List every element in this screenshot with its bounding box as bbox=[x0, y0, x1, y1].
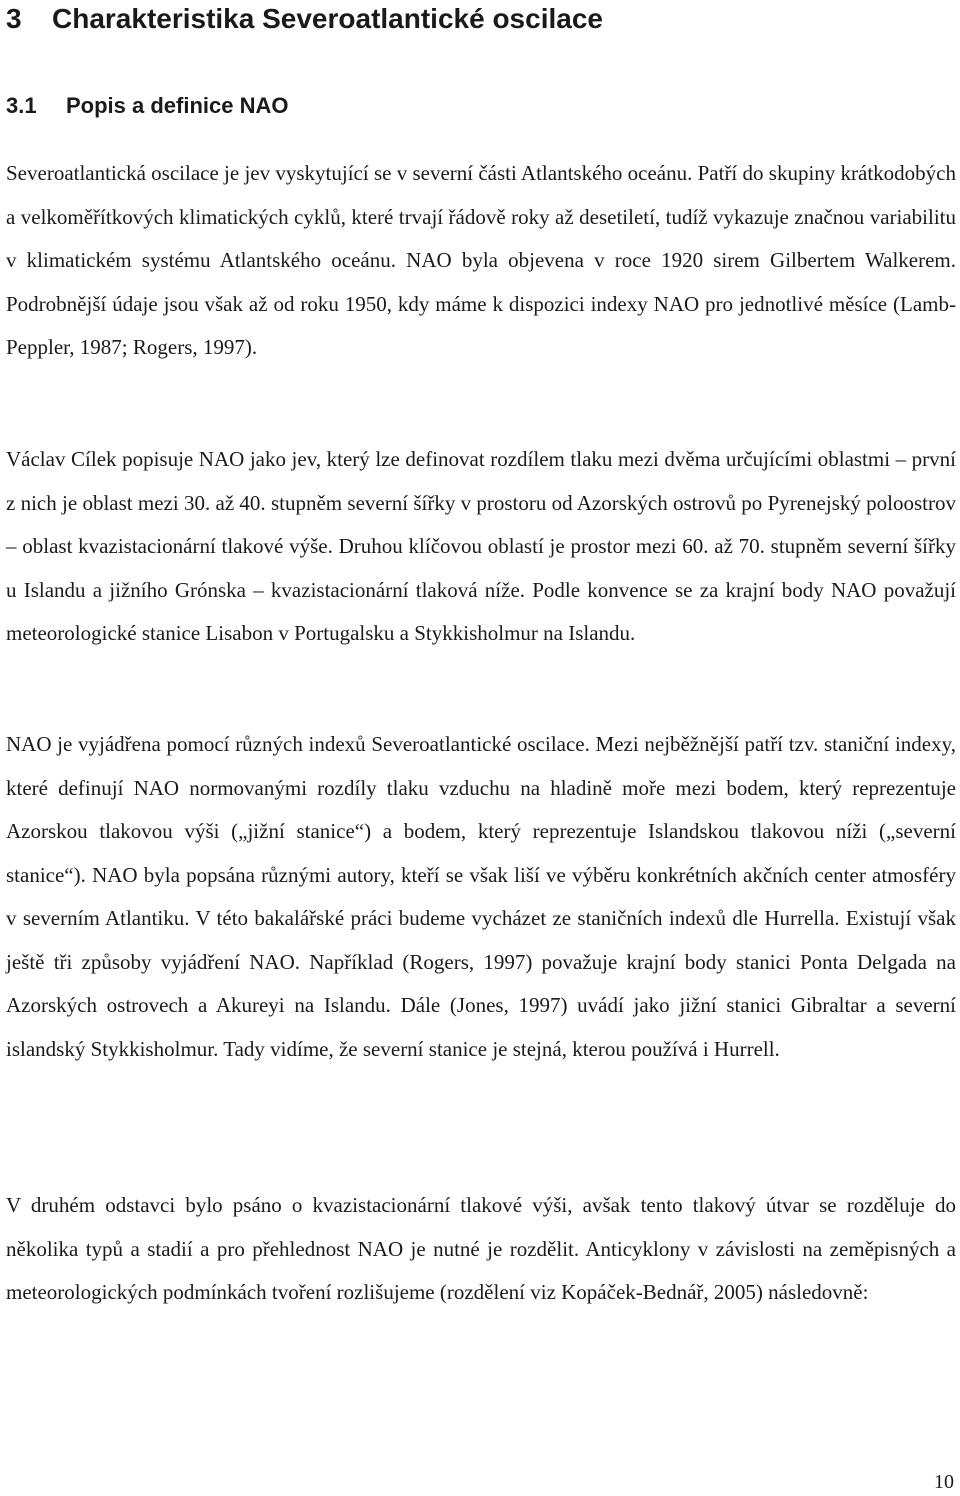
paragraph-4: V druhém odstavci bylo psáno o kvazistacionární tlakové výši, avšak tento tlakový útvar se rozděluje do několika typů a stadií a pro přehlednost NAO je nutné je rozdělit. Anticyklony v závislosti na zeměpisných a meteorologických podmínkách tvoření rozlišujeme (rozdělení viz Kopáček-Bednář, 2005) následovně: bbox=[6, 1193, 956, 1304]
chapter-number: 3 bbox=[6, 3, 22, 34]
section-title: Popis a definice NAO bbox=[66, 93, 289, 118]
section-heading bbox=[6, 92, 289, 120]
paragraph-2: Václav Cílek popisuje NAO jako jev, který lze definovat rozdílem tlaku mezi dvěma určujícími oblastmi – první z nich je oblast mezi 30. až 40. stupněm severní šířky v prostoru od Azorských ostrovů po Pyrenejský poloostrov – oblast kvazistacionární tlakové výše. Druhou klíčovou oblastí je prostor mezi 60. až 70. stupněm severní šířky u Islandu a jižního Grónska – kvazistacionární tlaková níže. Podle konvence se za krajní body NAO považují meteorologické stanice Lisabon v Portugalsku a Stykkisholmur na Islandu. bbox=[6, 447, 956, 645]
paragraph-3: NAO je vyjádřena pomocí různých indexů Severoatlantické oscilace. Mezi nejběžnější patří tzv. staniční indexy, které definují NAO normovanými rozdíly tlaku vzduchu na hladině moře mezi bodem, který reprezentuje Azorskou tlakovou výši („jižní stanice“) a bodem, který reprezentuje Islandskou tlakovou níži („severní stanice“). NAO byla popsána různými autory, kteří se však liší ve výběru konkrétních akčních center atmosféry v severním Atlantiku. V této bakalářské práci budeme vycházet ze staničních indexů dle Hurrella. Existují však ještě tři způsoby vyjádření NAO. Například (Rogers, 1997) považuje krajní body stanici Ponta Delgada na Azorských ostrovech a Akureyi na Islandu. Dále (Jones, 1997) uvádí jako jižní stanici Gibraltar a severní islandský Stykkisholmur. Tady vidíme, že severní stanice je stejná, kterou používá i Hurrell. bbox=[6, 732, 956, 1061]
section-number: 3.1 bbox=[6, 93, 37, 118]
chapter-title: Charakteristika Severoatlantické oscilace bbox=[52, 3, 603, 34]
chapter-heading bbox=[6, 2, 603, 36]
paragraph-1: Severoatlantická oscilace je jev vyskytující se v severní části Atlantského oceánu. Patří do skupiny krátkodobých a velkoměřítkových klimatických cyklů, které trvají řádově roky až desetiletí, tudíž vykazuje značnou variabilitu v klimatickém systému Atlantského oceánu. NAO byla objevena v roce 1920 sirem Gilbertem Walkerem. Podrobnější údaje jsou však až od roku 1950, kdy máme k dispozici indexy NAO pro jednotlivé měsíce (Lamb-Peppler, 1987; Rogers, 1997). bbox=[6, 161, 956, 359]
page-number: 10 bbox=[934, 1471, 954, 1493]
